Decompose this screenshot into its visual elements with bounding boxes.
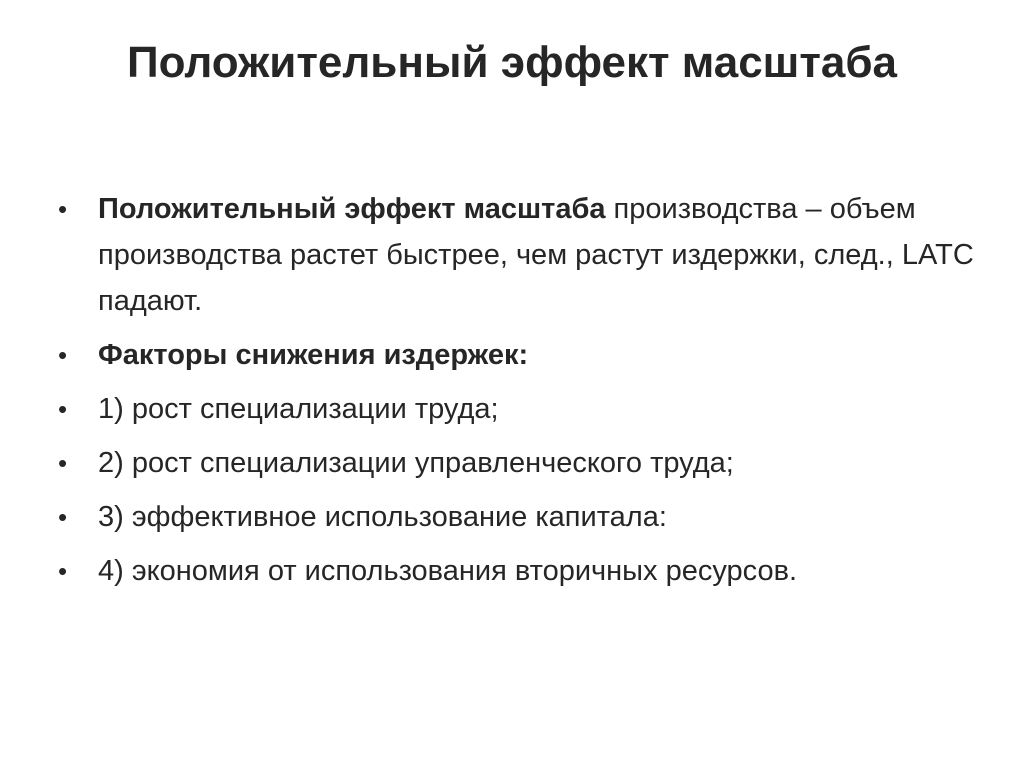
item-bold-text: Факторы снижения издержек:: [98, 339, 529, 371]
item-text: производства – объем производства растет быстрее, чем растут издержки, след., LATC падают.: [98, 193, 974, 317]
list-item: [58, 186, 978, 324]
item-text: 1) рост специализации труда;: [98, 393, 499, 425]
item-text: 2) рост специализации управленческого труда;: [98, 447, 734, 479]
bullet-list: [58, 186, 978, 602]
item-text: 3) эффективное использование капитала:: [98, 501, 667, 533]
item-text: 4) экономия от использования вторичных ресурсов.: [98, 555, 798, 587]
list-item: [58, 548, 978, 594]
bullet-icon: •: [58, 394, 68, 424]
bullet-icon: •: [58, 556, 68, 586]
list-item: [58, 332, 978, 378]
slide-title: Положительный эффект масштаба: [127, 38, 897, 87]
list-item: [58, 440, 978, 486]
bullet-icon: •: [58, 194, 68, 224]
item-bold-text: Положительный эффект масштаба: [98, 193, 606, 225]
bullet-icon: •: [58, 502, 68, 532]
bullet-icon: •: [58, 448, 68, 478]
list-item: [58, 386, 978, 432]
bullet-icon: •: [58, 340, 68, 370]
list-item: [58, 494, 978, 540]
